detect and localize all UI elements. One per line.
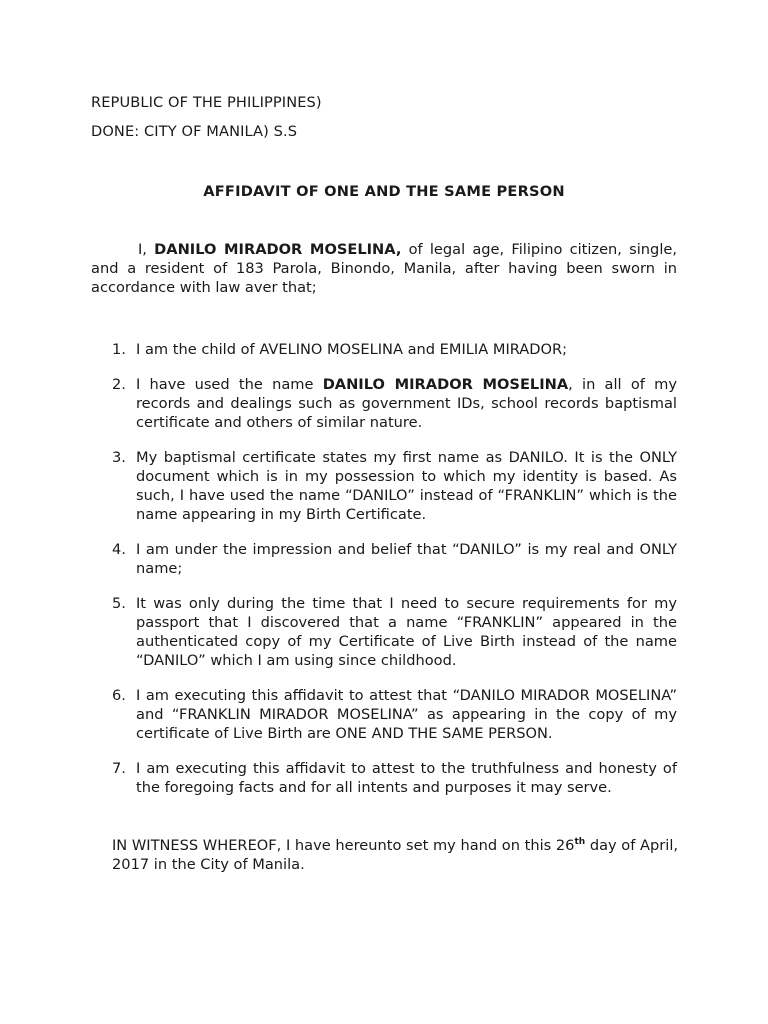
item-text: I am executing this affidavit to attest that “DANILO MIRADOR MOSELINA” and “FRANKLIN MIRADOR MOSELINA” as appearing in the copy of my certificate of Live Birth are ONE AND THE SAME PERSON. (136, 687, 677, 742)
list-item (0, 340, 768, 359)
item-text-bold-name: DANILO MIRADOR MOSELINA (322, 376, 569, 393)
statement-list (0, 340, 768, 813)
header-venue: DONE: CITY OF MANILA) S.S (91, 123, 298, 140)
item-text: I am the child of AVELINO MOSELINA and EMILIA MIRADOR; (136, 341, 568, 358)
item-text: I am executing this affidavit to attest to the truthfulness and honesty of the foregoing facts and for all intents and purposes it may serve. (136, 760, 677, 796)
item-text-pre: I have used the name (136, 376, 323, 393)
item-number: 7. (112, 760, 126, 777)
list-item (0, 540, 768, 578)
intro-rest: of legal age, Filipino citizen, single, and a resident of 183 Parola, Binondo, Manila, after having been sworn in accordance with law aver that; (91, 241, 677, 296)
item-text (136, 375, 677, 432)
list-item (0, 448, 768, 524)
item-number: 5. (112, 595, 126, 612)
intro-paragraph (91, 240, 677, 297)
list-item (0, 686, 768, 743)
affiant-name: DANILO MIRADOR MOSELINA, (154, 241, 402, 258)
item-number: 2. (112, 376, 126, 393)
item-number: 6. (112, 687, 126, 704)
list-item (0, 759, 768, 797)
intro-prefix: I, (138, 241, 155, 258)
item-number: 1. (112, 341, 126, 358)
closing-paragraph (112, 836, 678, 874)
item-number: 4. (112, 541, 126, 558)
item-text-post: , in all of my records and dealings such as government IDs, school records baptismal certificate and others of similar nature. (136, 376, 677, 431)
item-number: 3. (112, 449, 126, 466)
closing-post: day of April, 2017 in the City of Manila. (112, 837, 679, 873)
header-republic: REPUBLIC OF THE PHILIPPINES) (91, 94, 322, 111)
list-item (0, 594, 768, 670)
item-text: It was only during the time that I need to secure requirements for my passport that I discovered that a name “FRANKLIN” appeared in the authenticated copy of my Certificate of Live Birth instead of the name “DANILO” which I am using since childhood. (136, 595, 677, 669)
closing-pre: IN WITNESS WHEREOF, I have hereunto set my hand on this 26 (112, 837, 575, 854)
list-item (0, 375, 768, 432)
item-text: I am under the impression and belief that “DANILO” is my real and ONLY name; (136, 541, 677, 577)
document-title: AFFIDAVIT OF ONE AND THE SAME PERSON (203, 183, 565, 200)
ordinal-suffix: th (574, 837, 586, 847)
item-text: My baptismal certificate states my first name as DANILO. It is the ONLY document which is in my possession to which my identity is based. As such, I have used the name “DANILO” instead of “FRANKLIN” which is the name appearing in my Birth Certificate. (136, 449, 677, 523)
